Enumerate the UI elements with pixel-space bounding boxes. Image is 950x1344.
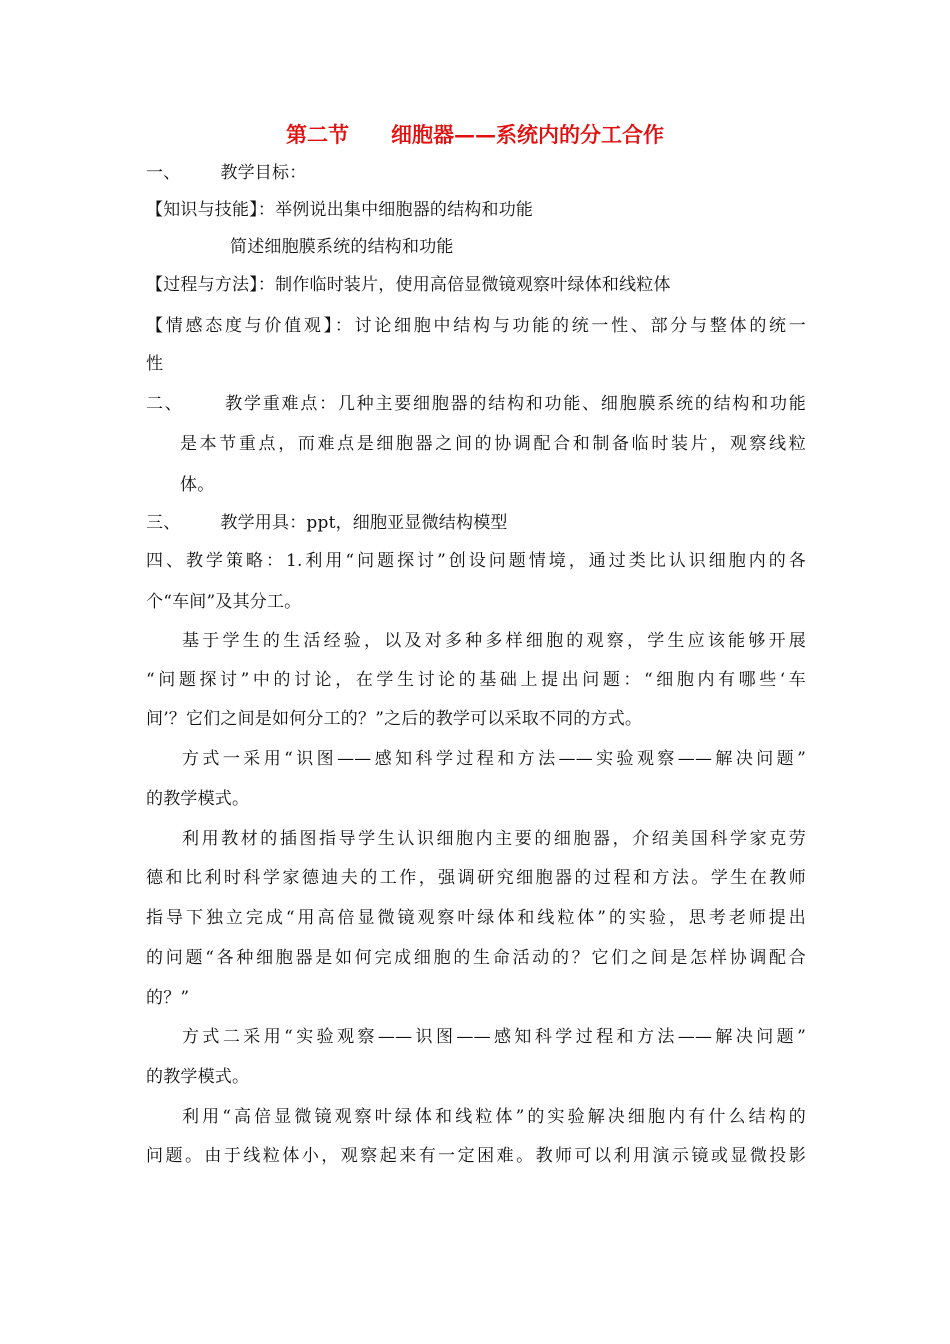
text-line: 是本节重点，而难点是细胞器之间的协调配合和制备临时装片，观察线粒 bbox=[180, 434, 806, 454]
heading-key-points: 二、 教学重难点：几种主要细胞器的结构和功能、细胞膜系统的结构和功能 bbox=[146, 394, 806, 414]
section-title: 第二节 细胞器——系统内的分工合作 bbox=[286, 122, 664, 147]
text-line: 的教学模式。 bbox=[146, 789, 250, 809]
text-line: 个“车间”及其分工。 bbox=[146, 592, 302, 612]
text-line: 【过程与方法】：制作临时装片，使用高倍显微镜观察叶绿体和线粒体 bbox=[146, 275, 671, 295]
text-line: 间’？它们之间是如何分工的？”之后的教学可以采取不同的方式。 bbox=[146, 709, 643, 729]
text-line: 指导下独立完成“用高倍显微镜观察叶绿体和线粒体”的实验，思考老师提出 bbox=[146, 908, 806, 928]
text-line: 简述细胞膜系统的结构和功能 bbox=[230, 237, 454, 257]
text-line: 的？” bbox=[146, 988, 190, 1008]
heading-teaching-tools: 三、 教学用具：ppt，细胞亚显微结构模型 bbox=[146, 513, 508, 533]
text-line: 利用教材的插图指导学生认识细胞内主要的细胞器，介绍美国科学家克劳 bbox=[182, 829, 806, 849]
text-line: 【情感态度与价值观】：讨论细胞中结构与功能的统一性、部分与整体的统一 bbox=[146, 316, 806, 336]
text-line: 【知识与技能】：举例说出集中细胞器的结构和功能 bbox=[146, 200, 534, 220]
text-line: 方式一采用“识图——感知科学过程和方法——实验观察——解决问题” bbox=[182, 749, 806, 769]
text-line: 的问题“各种细胞器是如何完成细胞的生命活动的？它们之间是怎样协调配合 bbox=[146, 948, 806, 968]
text-line: 性 bbox=[146, 354, 164, 374]
text-line: 基于学生的生活经验，以及对多种多样细胞的观察，学生应该能够开展 bbox=[182, 631, 806, 651]
text-line: 利用“高倍显微镜观察叶绿体和线粒体”的实验解决细胞内有什么结构的 bbox=[182, 1107, 806, 1127]
text-line: 问题。由于线粒体小，观察起来有一定困难。教师可以利用演示镜或显微投影 bbox=[146, 1146, 806, 1166]
text-line: “问题探讨”中的讨论，在学生讨论的基础上提出问题：“细胞内有哪些‘车 bbox=[146, 670, 806, 690]
text-line: 方式二采用“实验观察——识图——感知科学过程和方法——解决问题” bbox=[182, 1027, 806, 1047]
text-line: 四、教学策略：1.利用“问题探讨”创设问题情境，通过类比认识细胞内的各 bbox=[146, 551, 806, 571]
text-line: 体。 bbox=[180, 475, 215, 495]
text-line: 的教学模式。 bbox=[146, 1067, 250, 1087]
heading-teaching-goals: 一、 教学目标： bbox=[146, 163, 307, 183]
text-line: 德和比利时科学家德迪夫的工作，强调研究细胞器的过程和方法。学生在教师 bbox=[146, 868, 806, 888]
